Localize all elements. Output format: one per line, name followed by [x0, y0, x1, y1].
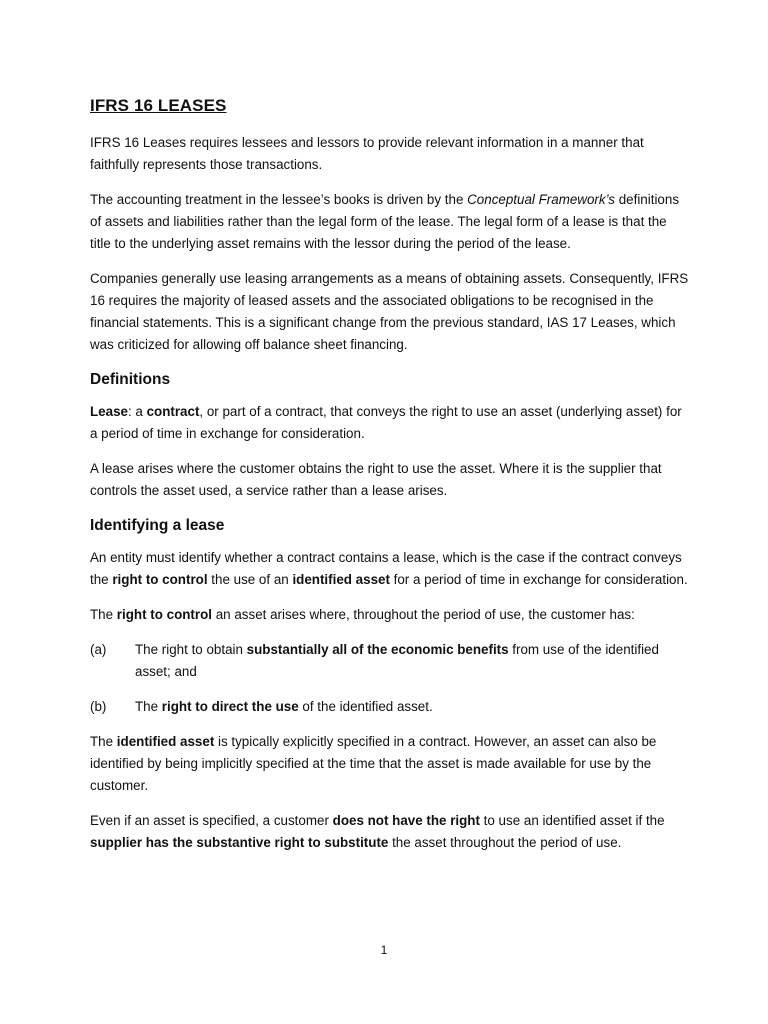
list-marker: (b): [90, 699, 107, 714]
text-run: An entity must identify whether a contract contains a lease, which is the case if the contract conveys the: [90, 550, 682, 587]
economic-benefits-term: substantially all of the economic benefits: [246, 642, 509, 657]
list-item: [90, 639, 690, 683]
text-run: the asset throughout the period of use.: [388, 835, 622, 850]
identified-asset-term: identified asset: [116, 734, 215, 749]
text-run: definitions of assets and liabilities rather than the legal form of the lease. The legal form of a lease is that the title to the underlying asset remains with the lessor during the period of the lease.: [90, 192, 680, 251]
identifying-lease-heading: Identifying a lease: [90, 517, 225, 534]
text-run: : a: [127, 404, 147, 419]
list-item-body: [135, 639, 690, 683]
text-run: an asset arises where, throughout the period of use, the customer has:: [212, 607, 635, 622]
does-not-have-right-term: does not have the right: [332, 813, 480, 828]
lease-term: Lease: [90, 404, 128, 419]
document-title: IFRS 16 LEASES: [90, 96, 227, 115]
page-content: [90, 94, 690, 867]
intro-paragraph: IFRS 16 Leases requires lessees and lessors to provide relevant information in a manner that faithfully represents those transactions.: [90, 135, 644, 172]
substitution-right-term: supplier has the substantive right to substitute: [90, 835, 389, 850]
leasing-arrangements-paragraph: Companies generally use leasing arrangements as a means of obtaining assets. Consequently, IFRS 16 requires the majority of leased assets and the associated obligations to be recognised in the financial statements. This is a significant change from the previous standard, IAS 17 Leases, which was criticized for allowing off balance sheet financing.: [90, 271, 689, 352]
list-item-body: [135, 696, 690, 718]
text-run: The: [90, 607, 117, 622]
text-run: is typically explicitly specified in a contract. However, an asset can also be identified by being implicitly specified at the time that the asset is made available for use by the customer.: [90, 734, 657, 793]
identify-contract-paragraph: [90, 547, 690, 591]
contract-term: contract: [146, 404, 200, 419]
text-run: , or part of a contract, that conveys the right to use an asset (underlying asset) for a period of time in exchange for consideration.: [90, 404, 682, 441]
lease-arises-paragraph: A lease arises where the customer obtains the right to use the asset. Where it is the supplier that controls the asset used, a service rather than a lease arises.: [90, 461, 662, 498]
right-to-control-term: right to control: [116, 607, 213, 622]
text-run: The accounting treatment in the lessee’s books is driven by the: [90, 192, 468, 207]
page-number: 1: [380, 943, 388, 957]
identified-asset-paragraph: [90, 731, 690, 797]
text-run: Even if an asset is specified, a customer: [90, 813, 333, 828]
text-run: The: [90, 734, 117, 749]
definitions-heading: Definitions: [90, 371, 171, 388]
list-marker: (a): [90, 642, 107, 657]
text-run: to use an identified asset if the: [479, 813, 665, 828]
text-run: for a period of time in exchange for consideration.: [389, 572, 688, 587]
list-item: [90, 696, 690, 718]
text-run: from use of the identified asset; and: [135, 642, 659, 679]
right-to-control-term: right to control: [112, 572, 208, 587]
text-run: the use of an: [207, 572, 293, 587]
identified-asset-term: identified asset: [292, 572, 390, 587]
lessee-treatment-paragraph: [90, 189, 690, 255]
text-run: The: [135, 699, 162, 714]
conceptual-framework-italic: Conceptual Framework’s: [467, 192, 615, 207]
right-to-control-paragraph: [90, 604, 690, 626]
text-run: of the identified asset.: [298, 699, 433, 714]
right-to-direct-term: right to direct the use: [161, 699, 299, 714]
substitution-right-paragraph: [90, 810, 690, 854]
lease-definition-paragraph: [90, 401, 690, 445]
text-run: The right to obtain: [135, 642, 247, 657]
